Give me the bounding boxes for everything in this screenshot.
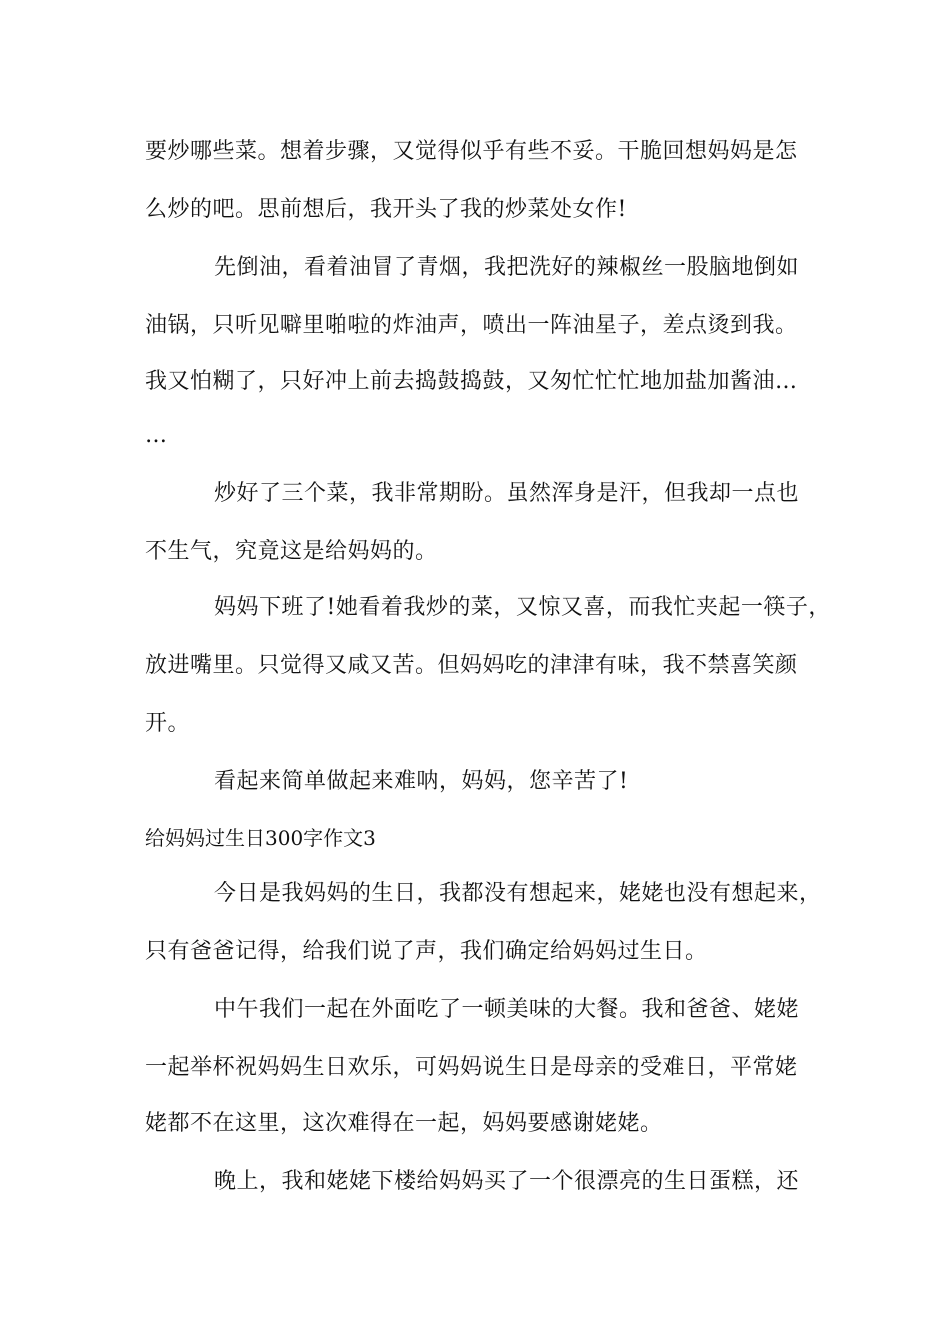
text-line: 要炒哪些菜。想着步骤，又觉得似乎有些不妥。干脆回想妈妈是怎 bbox=[145, 139, 798, 164]
paragraph-start-line: 看起来简单做起来难呐，妈妈，您辛苦了! bbox=[214, 769, 629, 794]
text-line: 油锅，只听见噼里啪啦的炸油声，喷出一阵油星子，差点烫到我。 bbox=[145, 313, 798, 338]
paragraph-start-line: 妈妈下班了!她看着我炒的菜，又惊又喜，而我忙夹起一筷子， bbox=[214, 595, 831, 620]
section-heading: 给妈妈过生日300字作文3 bbox=[145, 826, 376, 850]
paragraph-start-line: 晚上，我和姥姥下楼给妈妈买了一个很漂亮的生日蛋糕，还 bbox=[214, 1169, 800, 1194]
text-line: 只有爸爸记得，给我们说了声，我们确定给妈妈过生日。 bbox=[145, 939, 708, 964]
text-line: 不生气，究竟这是给妈妈的。 bbox=[145, 539, 438, 564]
text-line: 一起举杯祝妈妈生日欢乐，可妈妈说生日是母亲的受难日，平常姥 bbox=[145, 1055, 798, 1080]
text-line: … bbox=[145, 423, 168, 448]
text-line: 姥都不在这里，这次难得在一起，妈妈要感谢姥姥。 bbox=[145, 1111, 663, 1136]
paragraph-start-line: 炒好了三个菜，我非常期盼。虽然浑身是汗，但我却一点也 bbox=[214, 481, 800, 506]
paragraph-start-line: 中午我们一起在外面吃了一顿美味的大餐。我和爸爸、姥姥 bbox=[214, 997, 800, 1022]
text-line: 放进嘴里。只觉得又咸又苦。但妈妈吃的津津有味，我不禁喜笑颜 bbox=[145, 653, 798, 678]
paragraph-start-line: 今日是我妈妈的生日，我都没有想起来，姥姥也没有想起来， bbox=[214, 881, 822, 906]
text-line: 开。 bbox=[145, 711, 191, 736]
paragraph-start-line: 先倒油，看着油冒了青烟，我把洗好的辣椒丝一股脑地倒如 bbox=[214, 255, 800, 280]
text-line: 么炒的吧。思前想后，我开头了我的炒菜处女作! bbox=[145, 197, 627, 222]
text-line: 我又怕糊了，只好冲上前去捣鼓捣鼓，又匆忙忙忙地加盐加酱油… bbox=[145, 369, 798, 394]
